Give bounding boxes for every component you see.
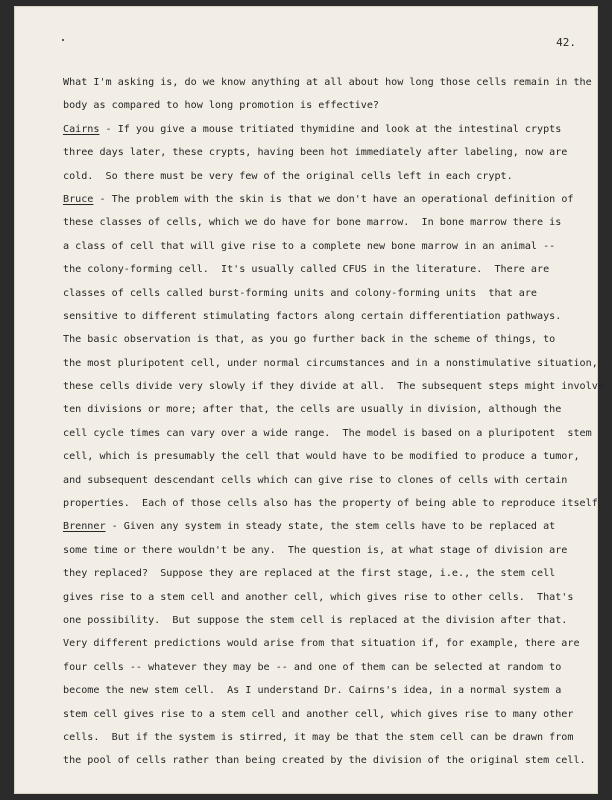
line-text: - Given any system in steady state, the stem cells have to be replaced at	[105, 521, 556, 533]
transcript-line	[63, 211, 593, 234]
line-text: some time or there wouldn't be any. The question is, at what stage of division are	[63, 544, 568, 556]
line-text: one possibility. But suppose the stem cell is replaced at the division after that.	[63, 614, 568, 626]
line-text: four cells -- whatever they may be -- and one of them can be selected at random to	[63, 661, 562, 673]
scan-speck	[62, 39, 64, 41]
transcript-line	[63, 703, 593, 726]
line-text: stem cell gives rise to a stem cell and another cell, which gives rise to many other	[63, 708, 574, 720]
line-text: body as compared to how long promotion is effective?	[63, 100, 380, 112]
transcript-line	[63, 235, 593, 258]
speaker-name: Cairns	[63, 123, 100, 135]
transcript-line	[63, 141, 593, 164]
line-text: these cells divide very slowly if they divide at all. The subsequent steps might involve	[63, 381, 604, 393]
transcript-line	[63, 398, 593, 421]
line-text: The basic observation is that, as you go further back in the scheme of things, to	[63, 334, 556, 346]
transcript-line	[63, 515, 593, 538]
transcript-line	[63, 562, 593, 585]
transcript-line	[63, 258, 593, 281]
line-text: the colony-forming cell. It's usually called CFUS in the literature. There are	[63, 264, 550, 276]
line-text: cold. So there must be very few of the original cells left in each crypt.	[63, 170, 513, 182]
transcript-line	[63, 352, 598, 375]
transcript-line	[63, 469, 593, 492]
line-text: - If you give a mouse tritiated thymidine and look at the intestinal crypts	[99, 123, 562, 135]
line-text: gives rise to a stem cell and another cell, which gives rise to other cells. That's	[63, 591, 574, 603]
transcript-line	[63, 749, 593, 772]
line-text: cell cycle times can vary over a wide range. The model is based on a pluripotent stem	[63, 427, 592, 439]
line-text: become the new stem cell. As I understand Dr. Cairns's idea, in a normal system a	[63, 685, 562, 697]
transcript-line	[63, 445, 593, 468]
line-text: they replaced? Suppose they are replaced at the first stage, i.e., the stem cell	[63, 568, 556, 580]
line-text: three days later, these crypts, having been hot immediately after labeling, now are	[63, 147, 568, 159]
line-text: a class of cell that will give rise to a complete new bone marrow in an animal --	[63, 240, 556, 252]
transcript-line	[63, 539, 593, 562]
page-number: 42.	[556, 36, 576, 49]
transcript-line	[63, 328, 593, 351]
transcript-line	[63, 632, 593, 655]
line-text: Very different predictions would arise from that situation if, for example, there are	[63, 638, 580, 650]
transcript-line	[63, 492, 604, 515]
transcript-line	[63, 375, 604, 398]
document-page	[14, 6, 604, 794]
transcript-line	[63, 679, 593, 702]
line-text: classes of cells called burst-forming units and colony-forming units that are	[63, 287, 538, 299]
transcript-line	[63, 586, 593, 609]
line-text: the pool of cells rather than being created by the division of the original stem cell.	[63, 755, 586, 767]
line-text: cells. But if the system is stirred, it may be that the stem cell can be drawn from	[63, 731, 574, 743]
transcript-line	[63, 282, 593, 305]
line-text: ten divisions or more; after that, the cells are usually in division, although the	[63, 404, 562, 416]
line-text: What I'm asking is, do we know anything at all about how long those cells remain in the	[63, 77, 592, 88]
speaker-name: Bruce	[63, 193, 94, 205]
transcript-line	[63, 422, 593, 445]
line-text: and subsequent descendant cells which can give rise to clones of cells with certain	[63, 474, 568, 486]
transcript-line	[63, 726, 593, 749]
line-text: - The problem with the skin is that we don't have an operational definition of	[93, 193, 574, 205]
transcript-line	[63, 656, 593, 679]
transcript-line	[63, 609, 593, 632]
transcript-line	[63, 305, 593, 328]
transcript-line	[63, 188, 593, 211]
transcript-line	[63, 165, 593, 188]
transcript-body	[63, 71, 604, 773]
transcript-line	[63, 71, 593, 94]
line-text: sensitive to different stimulating factors along certain differentiation pathways.	[63, 310, 562, 322]
line-text: these classes of cells, which we do have for bone marrow. In bone marrow there is	[63, 217, 562, 229]
speaker-name: Brenner	[63, 521, 106, 533]
line-text: properties. Each of those cells also has the property of being able to reproduce itself.	[63, 498, 604, 510]
line-text: cell, which is presumably the cell that would have to be modified to produce a tumor,	[63, 451, 580, 463]
transcript-line	[63, 94, 593, 117]
transcript-line	[63, 118, 593, 141]
line-text: the most pluripotent cell, under normal circumstances and in a nonstimulative situation,	[63, 357, 598, 369]
